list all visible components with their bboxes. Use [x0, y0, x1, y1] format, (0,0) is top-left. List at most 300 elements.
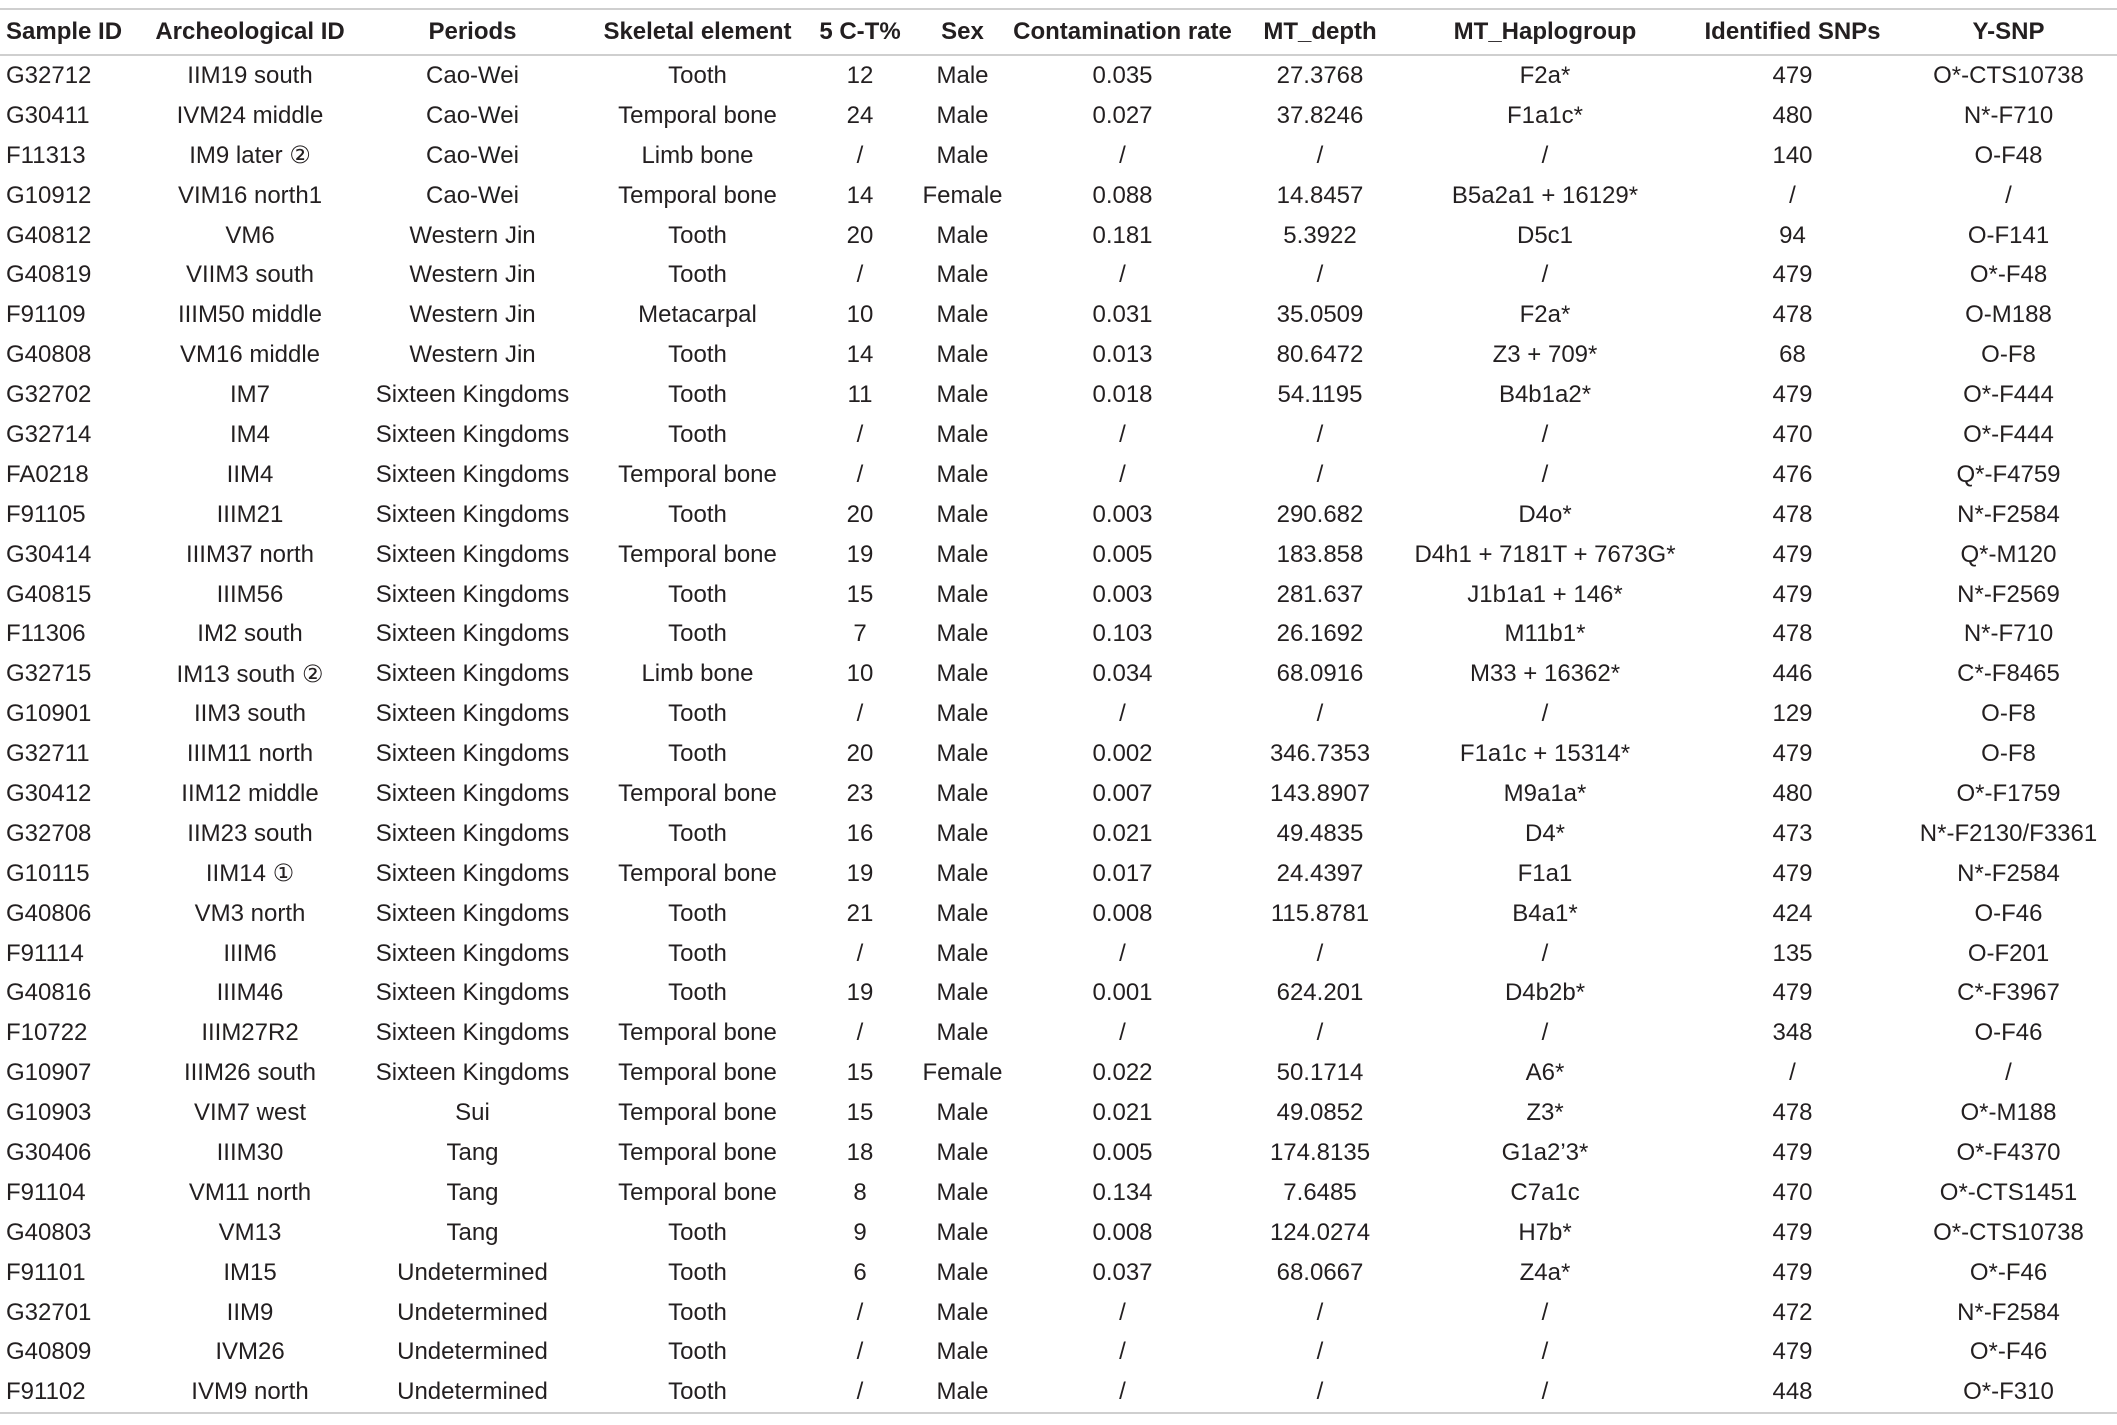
table-cell: A6*	[1525, 1059, 1565, 1087]
table-cell: Undetermined	[397, 1258, 548, 1286]
table-cell: 0.008	[1092, 899, 1153, 927]
table-cell: Temporal bone	[618, 460, 777, 488]
table-cell: /	[1119, 939, 1126, 967]
table-cell: 8	[853, 1178, 867, 1206]
table-cell: VM6	[225, 221, 275, 249]
table-cell: Male	[936, 221, 989, 249]
table-cell: /	[1119, 261, 1126, 289]
table-cell: G32701	[6, 1298, 92, 1326]
table-cell: Tooth	[668, 979, 727, 1007]
table-cell: D4b2b*	[1504, 979, 1586, 1007]
column-header: 5 C-T%	[805, 9, 915, 55]
data-table-container	[0, 8, 2117, 1414]
table-cell: 348	[1772, 1019, 1813, 1047]
table-cell: N*-F2584	[1957, 500, 2060, 528]
table-cell: 470	[1772, 420, 1813, 448]
table-cell: 68.0916	[1276, 660, 1364, 688]
table-cell: 446	[1772, 660, 1813, 688]
table-cell: Tooth	[668, 620, 727, 648]
table-cell: Male	[936, 740, 989, 768]
table-cell: IM4	[229, 420, 270, 448]
table-cell: Male	[936, 420, 989, 448]
table-cell: Tooth	[668, 939, 727, 967]
table-row	[0, 255, 2117, 295]
table-cell: 49.4835	[1276, 819, 1364, 847]
table-cell: 26.1692	[1276, 620, 1364, 648]
table-cell: F91102	[0, 1372, 145, 1413]
table-cell: /	[1316, 1338, 1324, 1366]
table-row	[0, 1173, 2117, 1213]
table-cell: O*-F4370	[1956, 1138, 2061, 1166]
table-cell: IM7	[229, 381, 270, 409]
table-cell: O*-M188	[1960, 1099, 2057, 1127]
table-cell: /	[856, 141, 864, 169]
table-cell: 20	[846, 740, 874, 768]
table-cell: /	[805, 1372, 915, 1413]
table-cell: Male	[936, 1298, 989, 1326]
table-cell: 480	[1772, 779, 1813, 807]
table-cell: VIM16 north1	[177, 181, 323, 209]
table-cell: 281.637	[1276, 580, 1364, 608]
table-cell: G40816	[6, 979, 92, 1007]
table-cell: 7	[853, 620, 867, 648]
table-cell: F11313	[6, 141, 86, 169]
table-cell: Sixteen Kingdoms	[375, 580, 570, 608]
table-cell: 15	[846, 1059, 874, 1087]
table-cell: Female	[922, 1059, 1003, 1087]
table-cell: IIM19 south	[187, 61, 313, 89]
table-cell: 135	[1772, 939, 1813, 967]
table-cell: /	[1541, 141, 1549, 169]
table-cell: IIIM30	[216, 1138, 284, 1166]
table-row	[0, 335, 2117, 375]
table-cell: /	[1010, 1372, 1235, 1413]
table-cell: IVM9 north	[145, 1372, 355, 1413]
table-cell: M11b1*	[1504, 620, 1586, 648]
table-cell: IM2 south	[197, 620, 303, 648]
table-cell: 479	[1772, 979, 1813, 1007]
table-cell: Tang	[446, 1218, 499, 1246]
table-cell: N*-F710	[1963, 620, 2054, 648]
table-cell: /	[1541, 1298, 1549, 1326]
table-cell: Tooth	[668, 1298, 727, 1326]
table-cell: 54.1195	[1277, 381, 1363, 409]
table-cell: Female	[922, 181, 1003, 209]
table-cell: /	[1316, 460, 1324, 488]
table-cell: Z4a*	[1519, 1258, 1571, 1286]
table-cell: 346.7353	[1269, 740, 1371, 768]
table-cell: 183.858	[1276, 540, 1364, 568]
column-header: Skeletal element	[590, 9, 805, 55]
table-cell: O-F8	[1981, 341, 2036, 369]
table-cell: Sixteen Kingdoms	[375, 1019, 570, 1047]
table-cell: Z3*	[1526, 1099, 1564, 1127]
table-cell: /	[1405, 1372, 1685, 1413]
table-row	[0, 934, 2117, 974]
table-cell: /	[1541, 939, 1549, 967]
table-cell: Limb bone	[641, 660, 754, 688]
table-row	[0, 176, 2117, 216]
table-row	[0, 495, 2117, 535]
table-cell: 479	[1772, 580, 1813, 608]
table-cell: 0.021	[1092, 1099, 1153, 1127]
table-cell: /	[1541, 460, 1549, 488]
table-cell: Male	[936, 101, 989, 129]
table-cell: 68.0667	[1276, 1258, 1364, 1286]
table-cell: Tooth	[668, 221, 727, 249]
table-row	[0, 1013, 2117, 1053]
table-cell: 24	[846, 101, 874, 129]
table-cell: 479	[1772, 381, 1813, 409]
table-cell: Cao-Wei	[426, 101, 519, 129]
table-cell: G32715	[6, 660, 92, 688]
table-row	[0, 614, 2117, 654]
table-cell: /	[1316, 261, 1324, 289]
table-cell: O-F8	[1981, 740, 2036, 768]
table-cell: Sixteen Kingdoms	[375, 660, 570, 688]
table-cell: Cao-Wei	[426, 141, 519, 169]
table-cell: Male	[936, 1218, 989, 1246]
table-cell: Sixteen Kingdoms	[375, 460, 570, 488]
table-cell: 140	[1772, 141, 1813, 169]
table-cell: IVM24 middle	[176, 101, 324, 129]
table-cell: Tooth	[668, 500, 727, 528]
table-cell: O*-F444	[1963, 420, 2054, 448]
table-cell: /	[1541, 261, 1549, 289]
table-cell: VM13	[218, 1218, 282, 1246]
table-cell: Tooth	[668, 261, 727, 289]
table-cell: 0.001	[1092, 979, 1153, 1007]
table-cell: Tooth	[668, 700, 727, 728]
table-cell: Sixteen Kingdoms	[375, 899, 570, 927]
table-cell: Tooth	[668, 899, 727, 927]
table-cell: Sui	[455, 1099, 490, 1127]
table-row	[0, 1133, 2117, 1173]
table-cell: D4h1 + 7181T + 7673G*	[1414, 540, 1676, 568]
table-cell: Western Jin	[409, 221, 536, 249]
table-cell: 479	[1772, 859, 1813, 887]
table-cell: 0.035	[1092, 61, 1153, 89]
table-cell: 16	[846, 819, 874, 847]
table-cell: 0.017	[1092, 859, 1153, 887]
table-cell: G32712	[6, 61, 92, 89]
table-cell: Male	[936, 1258, 989, 1286]
table-cell: Tooth	[590, 1372, 805, 1413]
table-cell: 0.002	[1092, 740, 1153, 768]
table-cell: Male	[936, 660, 989, 688]
table-cell: 11	[847, 381, 873, 409]
table-cell: Male	[936, 1178, 989, 1206]
table-row	[0, 55, 2117, 96]
table-cell: Western Jin	[409, 261, 536, 289]
table-cell: 19	[846, 859, 874, 887]
table-cell: 15	[846, 580, 874, 608]
table-row	[0, 455, 2117, 495]
table-cell: VM3 north	[194, 899, 306, 927]
table-cell: 143.8907	[1269, 779, 1371, 807]
table-cell: 0.018	[1092, 381, 1153, 409]
table-cell: 5.3922	[1283, 221, 1357, 249]
table-cell: Male	[936, 61, 989, 89]
table-cell: B5a2a1 + 16129*	[1451, 181, 1639, 209]
table-cell: Cao-Wei	[426, 181, 519, 209]
table-cell: Male	[936, 341, 989, 369]
table-row	[0, 375, 2117, 415]
table-cell: D4*	[1524, 819, 1566, 847]
table-cell: Sixteen Kingdoms	[375, 740, 570, 768]
column-header: MT_Haplogroup	[1405, 9, 1685, 55]
table-cell: Male	[936, 580, 989, 608]
table-cell: F10722	[6, 1019, 88, 1047]
table-row	[0, 295, 2117, 335]
table-cell: G32708	[6, 819, 92, 847]
table-row	[0, 575, 2117, 615]
table-cell: F91105	[6, 500, 86, 528]
table-cell: F1a1c*	[1506, 101, 1584, 129]
table-cell: /	[856, 1019, 864, 1047]
table-cell: Male	[936, 381, 989, 409]
table-cell: C*-F3967	[1957, 979, 2060, 1007]
table-cell: 15	[846, 1099, 874, 1127]
table-cell: Temporal bone	[618, 1019, 777, 1047]
table-cell: /	[2005, 1059, 2012, 1087]
table-cell: IM13 south ②	[176, 660, 324, 688]
table-cell: G32711	[6, 740, 90, 768]
table-cell: 19	[846, 979, 874, 1007]
table-cell: Undetermined	[397, 1338, 548, 1366]
table-cell: 478	[1772, 301, 1813, 329]
table-cell: IIM3 south	[193, 700, 307, 728]
table-cell: IIIM27R2	[201, 1019, 299, 1047]
table-cell: /	[1119, 1338, 1126, 1366]
table-cell: Temporal bone	[618, 1059, 777, 1087]
table-cell: Male	[936, 620, 989, 648]
table-cell: /	[1119, 141, 1126, 169]
table-cell: 0.134	[1092, 1178, 1153, 1206]
table-cell: Sixteen Kingdoms	[375, 700, 570, 728]
table-cell: 479	[1772, 1218, 1813, 1246]
table-cell: Male	[936, 301, 989, 329]
table-cell: /	[1789, 1059, 1796, 1087]
table-cell: 476	[1772, 460, 1813, 488]
table-cell: 14	[846, 341, 874, 369]
table-cell: /	[1119, 420, 1126, 448]
table-cell: 20	[846, 221, 874, 249]
table-cell: 115.8781	[1270, 899, 1370, 927]
table-cell: IM9 later ②	[189, 142, 311, 170]
table-cell: /	[1119, 1298, 1126, 1326]
table-cell: O*-F310	[1900, 1372, 2117, 1413]
table-cell: 0.037	[1092, 1258, 1153, 1286]
table-cell: 80.6472	[1276, 341, 1364, 369]
table-cell: G40819	[6, 261, 92, 289]
table-cell: VM16 middle	[179, 341, 321, 369]
table-cell: C*-F8465	[1957, 660, 2060, 688]
table-cell: 0.007	[1092, 779, 1153, 807]
table-cell: F1a1c + 15314*	[1459, 740, 1631, 768]
table-cell: Tang	[446, 1178, 499, 1206]
table-cell: 473	[1772, 819, 1813, 847]
table-cell: G40809	[6, 1338, 92, 1366]
table-cell: G30412	[6, 779, 92, 807]
table-cell: F91109	[6, 301, 86, 329]
column-header: Contamination rate	[1010, 9, 1235, 55]
table-cell: 129	[1772, 700, 1813, 728]
table-cell: F91104	[6, 1178, 86, 1206]
table-cell: 0.005	[1092, 540, 1153, 568]
table-cell: /	[856, 1298, 864, 1326]
table-cell: VIIM3 south	[185, 261, 315, 289]
table-cell: Western Jin	[409, 301, 536, 329]
table-cell: O-F48	[1974, 141, 2043, 169]
table-cell: Male	[936, 1019, 989, 1047]
table-cell: O-F46	[1974, 899, 2043, 927]
table-cell: Temporal bone	[618, 181, 777, 209]
table-cell: Male	[936, 261, 989, 289]
table-cell: IIIM37 north	[185, 540, 315, 568]
table-cell: Male	[936, 1338, 989, 1366]
table-cell: Cao-Wei	[426, 61, 519, 89]
table-cell: 0.031	[1092, 301, 1153, 329]
table-cell: IIM4	[226, 460, 274, 488]
table-row	[0, 654, 2117, 694]
table-cell: M33 + 16362*	[1469, 660, 1621, 688]
table-cell: 68	[1779, 341, 1806, 369]
table-cell: Undetermined	[397, 1298, 548, 1326]
table-cell: Sixteen Kingdoms	[375, 859, 570, 887]
table-cell: IIIM21	[216, 500, 284, 528]
table-cell: Sixteen Kingdoms	[375, 1059, 570, 1087]
column-header: Periods	[355, 9, 590, 55]
table-cell: Limb bone	[641, 141, 754, 169]
table-cell: Q*-F4759	[1956, 460, 2061, 488]
table-cell: G30414	[6, 540, 92, 568]
table-cell: O*-CTS1451	[1939, 1178, 2078, 1206]
table-cell: 0.003	[1092, 500, 1153, 528]
table-cell: Tooth	[668, 1218, 727, 1246]
table-row	[0, 774, 2117, 814]
table-cell: IIIM26 south	[183, 1059, 317, 1087]
table-cell: 50.1714	[1276, 1059, 1364, 1087]
table-cell: G10907	[6, 1059, 92, 1087]
table-cell: /	[1119, 460, 1126, 488]
table-cell: G30411	[6, 101, 90, 129]
table-cell: O*-F48	[1969, 261, 2048, 289]
table-cell: H7b*	[1518, 1218, 1572, 1246]
table-cell: O*-CTS10738	[1933, 61, 2084, 89]
table-cell: Sixteen Kingdoms	[375, 779, 570, 807]
table-cell: D4o*	[1518, 500, 1572, 528]
table-cell: Temporal bone	[618, 859, 777, 887]
table-cell: 448	[1685, 1372, 1900, 1413]
table-cell: O-F201	[1967, 939, 2050, 967]
table-cell: /	[856, 700, 864, 728]
table-cell: J1b1a1 + 146*	[1467, 580, 1623, 608]
table-cell: /	[1316, 420, 1324, 448]
table-cell: Sixteen Kingdoms	[375, 500, 570, 528]
table-cell: Male	[936, 819, 989, 847]
table-cell: 94	[1779, 221, 1806, 249]
table-cell: G40806	[6, 899, 92, 927]
table-cell: VM11 north	[188, 1178, 312, 1206]
table-cell: 0.013	[1092, 341, 1153, 369]
table-cell: O-F141	[1967, 221, 2050, 249]
table-cell: 479	[1772, 1258, 1813, 1286]
table-cell: Male	[936, 939, 989, 967]
table-cell: B4b1a2*	[1498, 381, 1592, 409]
table-cell: 479	[1772, 740, 1813, 768]
table-cell: Temporal bone	[618, 540, 777, 568]
table-cell: IIIM11 north	[186, 740, 314, 768]
table-cell: 20	[846, 500, 874, 528]
table-cell: Undetermined	[355, 1372, 590, 1413]
table-row	[0, 96, 2117, 136]
table-cell: Tooth	[668, 61, 727, 89]
table-row	[0, 1213, 2117, 1253]
table-cell: D5c1	[1516, 221, 1574, 249]
table-cell: O*-F1759	[1956, 779, 2061, 807]
table-cell: /	[1119, 700, 1126, 728]
table-cell: 7.6485	[1283, 1178, 1357, 1206]
table-cell: G32714	[6, 420, 92, 448]
table-cell: 0.003	[1092, 580, 1153, 608]
column-header: Archeological ID	[145, 9, 355, 55]
table-cell: /	[856, 460, 864, 488]
table-cell: /	[1316, 1298, 1324, 1326]
table-cell: M9a1a*	[1503, 779, 1587, 807]
table-cell: Male	[936, 1099, 989, 1127]
table-cell: 124.0274	[1269, 1218, 1371, 1246]
table-cell: F91114	[6, 939, 84, 967]
table-cell: O-M188	[1965, 301, 2052, 329]
table-header-row	[0, 9, 2117, 55]
table-cell: 174.8135	[1269, 1138, 1371, 1166]
table-cell: N*-F2584	[1957, 859, 2060, 887]
table-cell: /	[856, 939, 864, 967]
table-cell: G10115	[6, 859, 90, 887]
table-cell: /	[1541, 700, 1549, 728]
table-row	[0, 136, 2117, 176]
table-cell: Tooth	[668, 819, 727, 847]
table-cell: 478	[1772, 620, 1813, 648]
table-cell: 0.022	[1092, 1059, 1153, 1087]
table-cell: Sixteen Kingdoms	[375, 979, 570, 1007]
table-cell: F2a*	[1519, 301, 1571, 329]
table-row	[0, 894, 2117, 934]
table-cell: Temporal bone	[618, 1178, 777, 1206]
table-cell: /	[1316, 141, 1324, 169]
table-cell: /	[2005, 181, 2012, 209]
table-cell: 14.8457	[1276, 181, 1364, 209]
column-header: Identified SNPs	[1685, 9, 1900, 55]
table-cell: 0.034	[1092, 660, 1153, 688]
table-row	[0, 535, 2117, 575]
column-header: Y-SNP	[1900, 9, 2117, 55]
table-cell: G10903	[6, 1099, 92, 1127]
table-cell: G40815	[6, 580, 92, 608]
table-cell: 23	[846, 779, 874, 807]
table-cell: 21	[846, 899, 874, 927]
table-cell: IIM12 middle	[181, 779, 319, 807]
table-row	[0, 1372, 2117, 1413]
table-cell: 0.181	[1092, 221, 1153, 249]
table-cell: /	[1316, 1019, 1324, 1047]
table-cell: Q*-M120	[1960, 540, 2057, 568]
table-cell: O*-F46	[1969, 1258, 2048, 1286]
table-cell: G30406	[6, 1138, 92, 1166]
table-cell: B4a1*	[1512, 899, 1578, 927]
table-cell: 624.201	[1276, 979, 1364, 1007]
